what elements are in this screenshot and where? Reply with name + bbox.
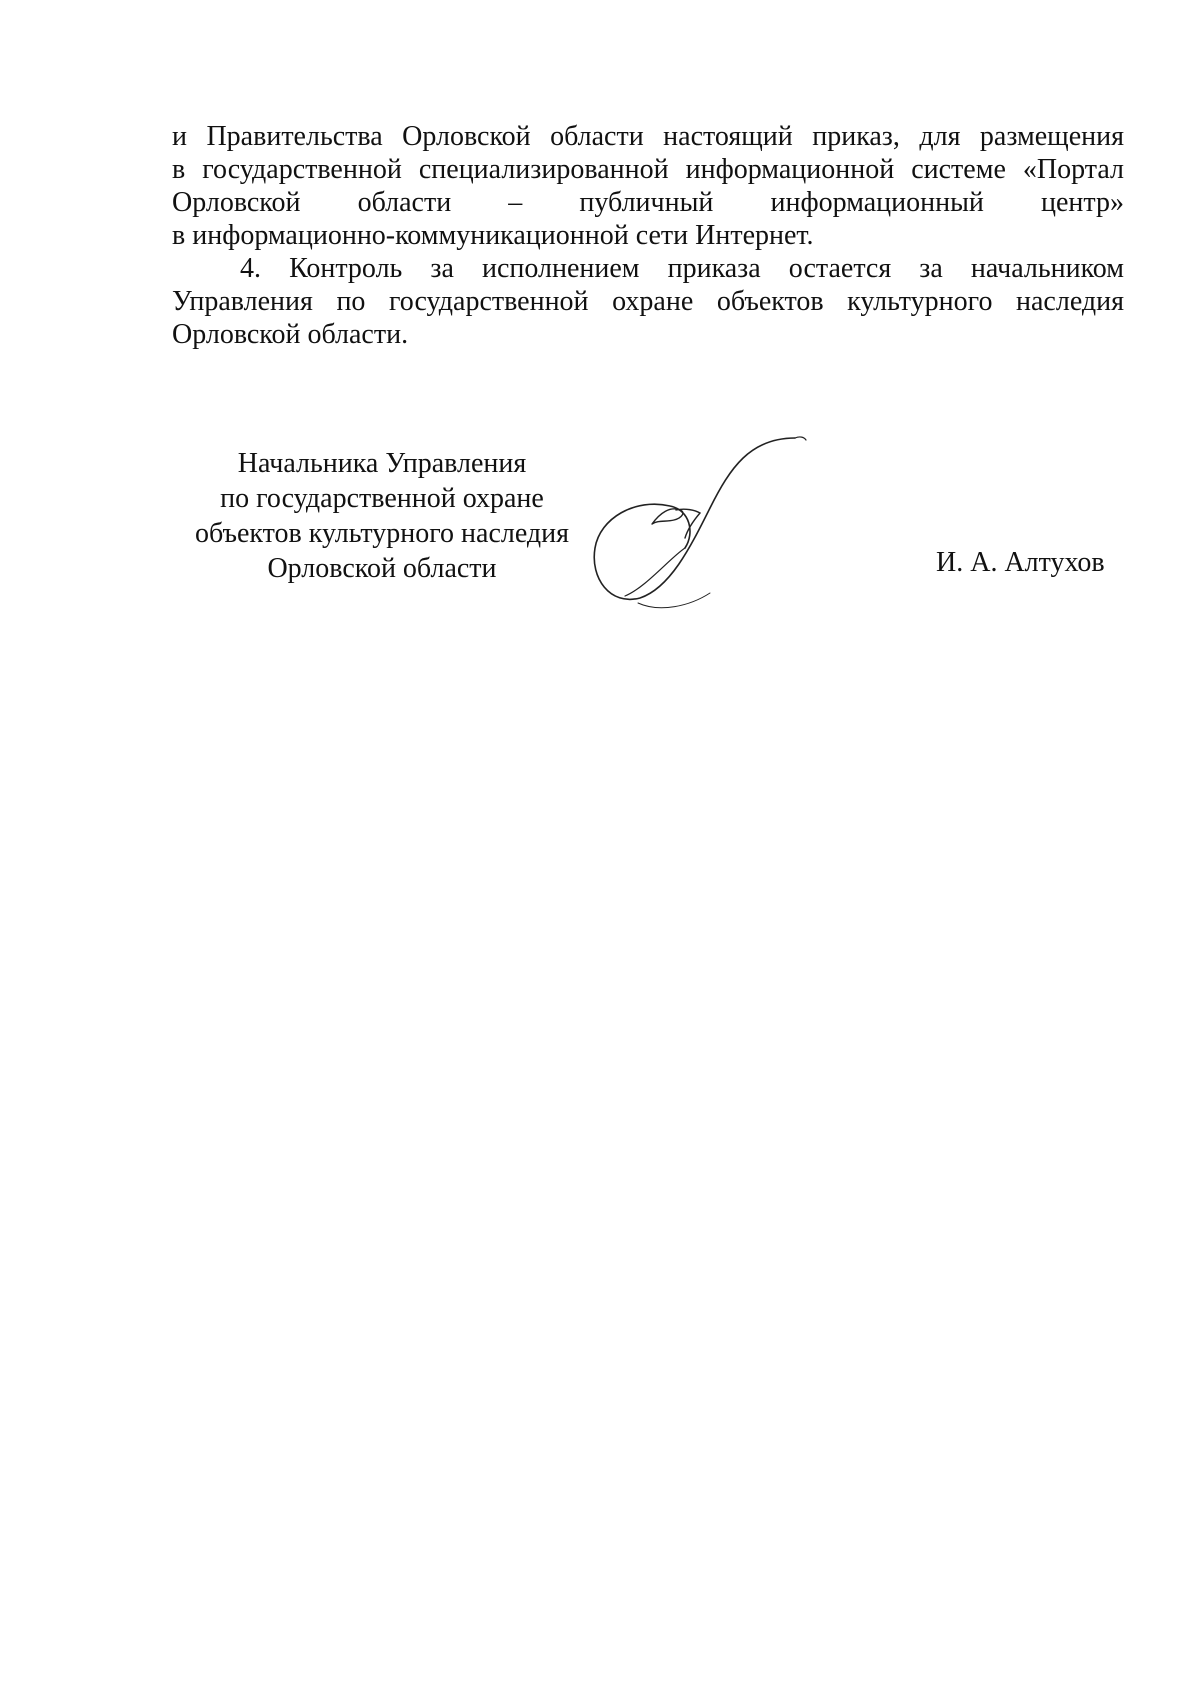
text-line: в государственной специализированной информационной системе «Портал bbox=[172, 154, 1124, 185]
handwritten-signature bbox=[590, 428, 890, 628]
text-line: Орловской области – публичный информационный центр» bbox=[172, 187, 1124, 218]
signatory-title-line: Орловской области bbox=[267, 553, 497, 584]
text-line: 4. Контроль за исполнением приказа остается за начальником bbox=[240, 253, 1124, 284]
text-line: Управления по государственной охране объектов культурного наследия bbox=[172, 286, 1124, 317]
document-body bbox=[172, 120, 1124, 351]
signatory-title-line: объектов культурного наследия bbox=[194, 518, 570, 549]
signatory-title-line: Начальника Управления bbox=[237, 448, 527, 479]
paragraph-4 bbox=[172, 252, 1124, 351]
signatory-title bbox=[172, 446, 592, 586]
signatory-name: И. А. Алтухов bbox=[936, 547, 1105, 578]
text-line: и Правительства Орловской области настоящий приказ, для размещения bbox=[172, 121, 1124, 152]
paragraph-3 bbox=[172, 120, 1124, 252]
signatory-title-line: по государственной охране bbox=[220, 483, 544, 514]
text-line: Орловской области. bbox=[172, 319, 409, 350]
text-line: в информационно-коммуникационной сети Интернет. bbox=[172, 220, 814, 251]
